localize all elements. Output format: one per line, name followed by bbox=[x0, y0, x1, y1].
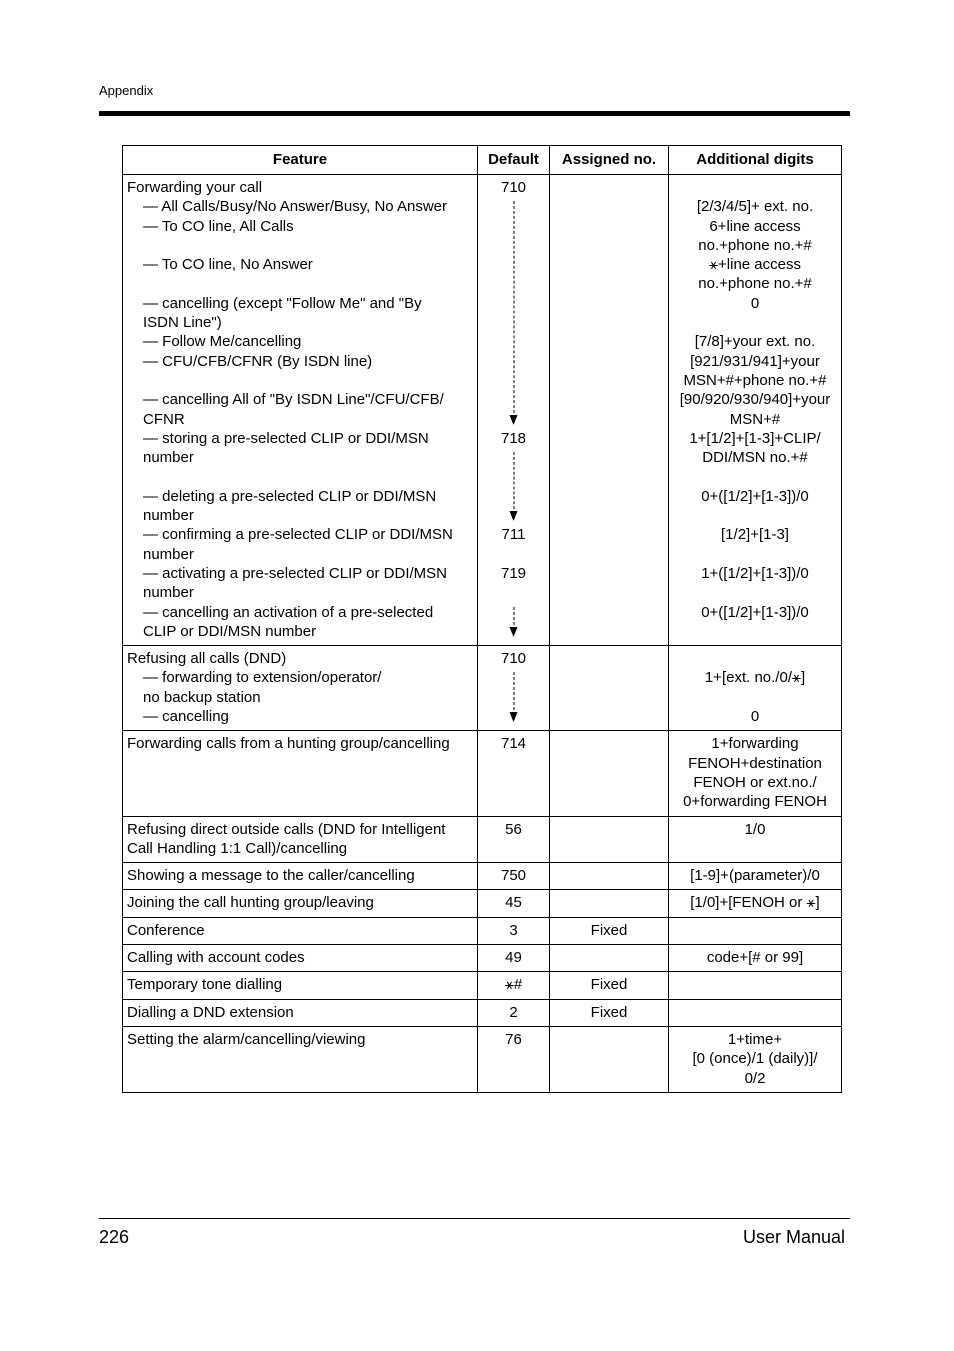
feature-line: Call Handling 1:1 Call)/cancelling bbox=[127, 839, 348, 857]
section-label: Appendix bbox=[99, 83, 154, 98]
default-code: 76 bbox=[505, 1030, 522, 1048]
additional-digits-line: ⚹+line access bbox=[709, 256, 801, 274]
additional-digits-line: 1+([1/2]+[1-3])/0 bbox=[701, 564, 809, 582]
feature-cell bbox=[123, 646, 478, 731]
continuation-arrow bbox=[513, 672, 514, 720]
feature-line: — confirming a pre-selected CLIP or DDI/MSN bbox=[143, 526, 453, 544]
default-cell bbox=[478, 816, 550, 863]
additional-digits-line bbox=[673, 921, 837, 940]
feature-line: — activating a pre-selected CLIP or DDI/MSN bbox=[143, 564, 448, 582]
feature-line: number bbox=[143, 584, 194, 602]
additional-digits-line: MSN+#+phone no.+# bbox=[683, 371, 827, 389]
additional-digits-cell bbox=[669, 731, 842, 816]
additional-digits-line: 1+[ext. no./0/⚹] bbox=[704, 669, 806, 687]
additional-digits-line bbox=[673, 649, 837, 668]
additional-digits-cell bbox=[669, 972, 842, 999]
column-header-feature: Feature bbox=[123, 146, 478, 175]
feature-line bbox=[127, 371, 473, 390]
feature-line: number bbox=[143, 449, 194, 467]
table-row bbox=[123, 175, 842, 646]
default-cell bbox=[478, 863, 550, 890]
feature-line: — storing a pre-selected CLIP or DDI/MSN bbox=[143, 429, 429, 447]
default-code: 49 bbox=[505, 949, 522, 967]
default-code: 56 bbox=[505, 820, 522, 838]
feature-line: Setting the alarm/cancelling/viewing bbox=[127, 1030, 366, 1048]
feature-line bbox=[127, 274, 473, 293]
default-code: 718 bbox=[500, 429, 527, 447]
feature-line: — forwarding to extension/operator/ bbox=[143, 669, 382, 687]
assigned-cell: Fixed bbox=[550, 917, 669, 944]
additional-digits-line: no.+phone no.+# bbox=[698, 236, 812, 254]
feature-cell bbox=[123, 999, 478, 1026]
additional-digits-line: 0+([1/2]+[1-3])/0 bbox=[701, 487, 809, 505]
feature-table bbox=[122, 145, 842, 1093]
assigned-cell bbox=[550, 731, 669, 816]
assigned-cell bbox=[550, 1026, 669, 1092]
feature-line: Conference bbox=[127, 921, 205, 939]
assigned-cell bbox=[550, 890, 669, 917]
feature-cell bbox=[123, 731, 478, 816]
table-row bbox=[123, 646, 842, 731]
default-code: 714 bbox=[500, 735, 527, 753]
feature-line: — cancelling bbox=[143, 708, 229, 726]
assigned-cell bbox=[550, 816, 669, 863]
default-code: 750 bbox=[500, 867, 527, 885]
additional-digits-line: [921/931/941]+your bbox=[690, 352, 820, 370]
feature-line: Joining the call hunting group/leaving bbox=[127, 894, 374, 912]
table-row bbox=[123, 863, 842, 890]
continuation-arrow bbox=[513, 452, 514, 519]
default-cell bbox=[478, 999, 550, 1026]
additional-digits-line bbox=[673, 1003, 837, 1022]
additional-digits-cell bbox=[669, 646, 842, 731]
additional-digits-line: FENOH or ext.no./ bbox=[693, 773, 817, 791]
continuation-arrow bbox=[513, 607, 514, 636]
feature-line: CFNR bbox=[143, 410, 185, 428]
additional-digits-line: 0 bbox=[750, 294, 760, 312]
additional-digits-line bbox=[673, 506, 837, 525]
feature-line: Dialling a DND extension bbox=[127, 1003, 294, 1021]
page-number: 226 bbox=[99, 1227, 130, 1247]
additional-digits-cell bbox=[669, 945, 842, 972]
feature-cell bbox=[123, 816, 478, 863]
additional-digits-cell bbox=[669, 917, 842, 944]
additional-digits-line: [1-9]+(parameter)/0 bbox=[690, 867, 820, 885]
feature-line: — CFU/CFB/CFNR (By ISDN line) bbox=[143, 352, 373, 370]
additional-digits-line bbox=[673, 467, 837, 486]
additional-digits-cell bbox=[669, 999, 842, 1026]
assigned-cell bbox=[550, 646, 669, 731]
default-cell bbox=[478, 1026, 550, 1092]
default-cell bbox=[478, 972, 550, 999]
additional-digits-cell bbox=[669, 890, 842, 917]
feature-line: — cancelling All of "By ISDN Line"/CFU/CFB/ bbox=[143, 391, 444, 409]
table-row bbox=[123, 1026, 842, 1092]
additional-digits-line: 0 bbox=[750, 708, 760, 726]
feature-line: CLIP or DDI/MSN number bbox=[143, 622, 317, 640]
footer-rule bbox=[99, 1218, 850, 1219]
feature-cell bbox=[123, 863, 478, 890]
table-row bbox=[123, 890, 842, 917]
feature-line bbox=[127, 236, 473, 255]
assigned-cell: Fixed bbox=[550, 972, 669, 999]
additional-digits-cell bbox=[669, 863, 842, 890]
table-row bbox=[123, 917, 842, 944]
feature-line: Forwarding your call bbox=[127, 179, 263, 196]
manual-title: User Manual bbox=[742, 1227, 845, 1247]
feature-line: — cancelling (except "Follow Me" and "By bbox=[143, 294, 422, 312]
additional-digits-line: FENOH+destination bbox=[688, 754, 822, 772]
column-header-default: Default bbox=[478, 146, 550, 175]
continuation-arrow bbox=[513, 201, 514, 423]
additional-digits-line: DDI/MSN no.+# bbox=[702, 449, 808, 467]
additional-digits-line bbox=[673, 178, 837, 197]
additional-digits-line: code+[# or 99] bbox=[706, 949, 804, 967]
feature-line: — cancelling an activation of a pre-selected bbox=[143, 603, 434, 621]
additional-digits-line: 0+([1/2]+[1-3])/0 bbox=[701, 603, 809, 621]
column-header-additional: Additional digits bbox=[669, 146, 842, 175]
additional-digits-cell bbox=[669, 1026, 842, 1092]
additional-digits-line: 1+[1/2]+[1-3]+CLIP/ bbox=[689, 429, 821, 447]
assigned-cell bbox=[550, 175, 669, 646]
feature-line: number bbox=[143, 545, 194, 563]
table-row bbox=[123, 731, 842, 816]
additional-digits-cell bbox=[669, 175, 842, 646]
additional-digits-line: [7/8]+your ext. no. bbox=[694, 333, 816, 351]
table-header-row bbox=[123, 146, 842, 175]
default-code: 3 bbox=[509, 921, 518, 939]
additional-digits-line bbox=[673, 975, 837, 994]
additional-digits-line: [2/3/4/5]+ ext. no. bbox=[696, 198, 814, 216]
table-row bbox=[123, 816, 842, 863]
column-header-assigned: Assigned no. bbox=[550, 146, 669, 175]
default-code: 710 bbox=[500, 650, 527, 668]
assigned-cell bbox=[550, 863, 669, 890]
feature-cell bbox=[123, 1026, 478, 1092]
additional-digits-line: 0/2 bbox=[744, 1069, 766, 1087]
feature-line: Forwarding calls from a hunting group/cancelling bbox=[127, 735, 450, 753]
additional-digits-line: [1/0]+[FENOH or ⚹] bbox=[690, 894, 820, 912]
default-cell bbox=[478, 646, 550, 731]
feature-line: — To CO line, All Calls bbox=[143, 217, 294, 235]
default-cell bbox=[478, 917, 550, 944]
feature-line: Temporary tone dialling bbox=[127, 976, 283, 994]
feature-line: — Follow Me/cancelling bbox=[143, 333, 302, 351]
feature-cell bbox=[123, 890, 478, 917]
additional-digits-line: MSN+# bbox=[729, 410, 781, 428]
additional-digits-line: [90/920/930/940]+your bbox=[679, 391, 831, 409]
default-code: 719 bbox=[500, 565, 527, 582]
feature-line: — All Calls/Busy/No Answer/Busy, No Answer bbox=[143, 198, 447, 216]
feature-cell bbox=[123, 917, 478, 944]
feature-cell bbox=[123, 175, 478, 646]
feature-line: — deleting a pre-selected CLIP or DDI/MSN bbox=[143, 487, 437, 505]
additional-digits-line: 1+forwarding bbox=[711, 735, 799, 753]
default-code: 2 bbox=[509, 1003, 518, 1021]
assigned-cell bbox=[550, 945, 669, 972]
feature-line: number bbox=[143, 507, 194, 525]
default-cell bbox=[478, 175, 550, 646]
default-cell bbox=[478, 731, 550, 816]
feature-line bbox=[127, 467, 473, 486]
additional-digits-line: [0 (once)/1 (daily)]/ bbox=[692, 1050, 818, 1068]
additional-digits-line: 1/0 bbox=[744, 820, 766, 838]
feature-line: ISDN Line") bbox=[143, 314, 222, 332]
table-row bbox=[123, 999, 842, 1026]
additional-digits-cell bbox=[669, 816, 842, 863]
additional-digits-line bbox=[673, 313, 837, 332]
feature-line: Calling with account codes bbox=[127, 949, 305, 967]
additional-digits-line: no.+phone no.+# bbox=[698, 275, 812, 293]
default-code: 710 bbox=[500, 179, 527, 196]
additional-digits-line bbox=[673, 688, 837, 707]
feature-line: Showing a message to the caller/cancelling bbox=[127, 867, 415, 885]
additional-digits-line bbox=[673, 583, 837, 602]
feature-line: no backup station bbox=[143, 688, 261, 706]
additional-digits-line: 6+line access bbox=[709, 217, 801, 235]
feature-cell bbox=[123, 972, 478, 999]
additional-digits-line: 1+time+ bbox=[727, 1030, 783, 1048]
default-code: 45 bbox=[505, 894, 522, 912]
header-rule bbox=[99, 111, 850, 116]
feature-cell bbox=[123, 945, 478, 972]
default-cell bbox=[478, 945, 550, 972]
feature-line: Refusing direct outside calls (DND for Intelligent bbox=[127, 820, 446, 838]
additional-digits-line bbox=[673, 545, 837, 564]
table-row bbox=[123, 945, 842, 972]
additional-digits-line: [1/2]+[1-3] bbox=[721, 526, 789, 544]
default-code: ⚹# bbox=[504, 976, 523, 994]
feature-line: — To CO line, No Answer bbox=[143, 256, 313, 274]
default-cell bbox=[478, 890, 550, 917]
assigned-cell: Fixed bbox=[550, 999, 669, 1026]
table-row bbox=[123, 972, 842, 999]
default-code: 711 bbox=[501, 526, 526, 544]
feature-line: Refusing all calls (DND) bbox=[127, 650, 287, 668]
additional-digits-line: 0+forwarding FENOH bbox=[683, 793, 827, 811]
